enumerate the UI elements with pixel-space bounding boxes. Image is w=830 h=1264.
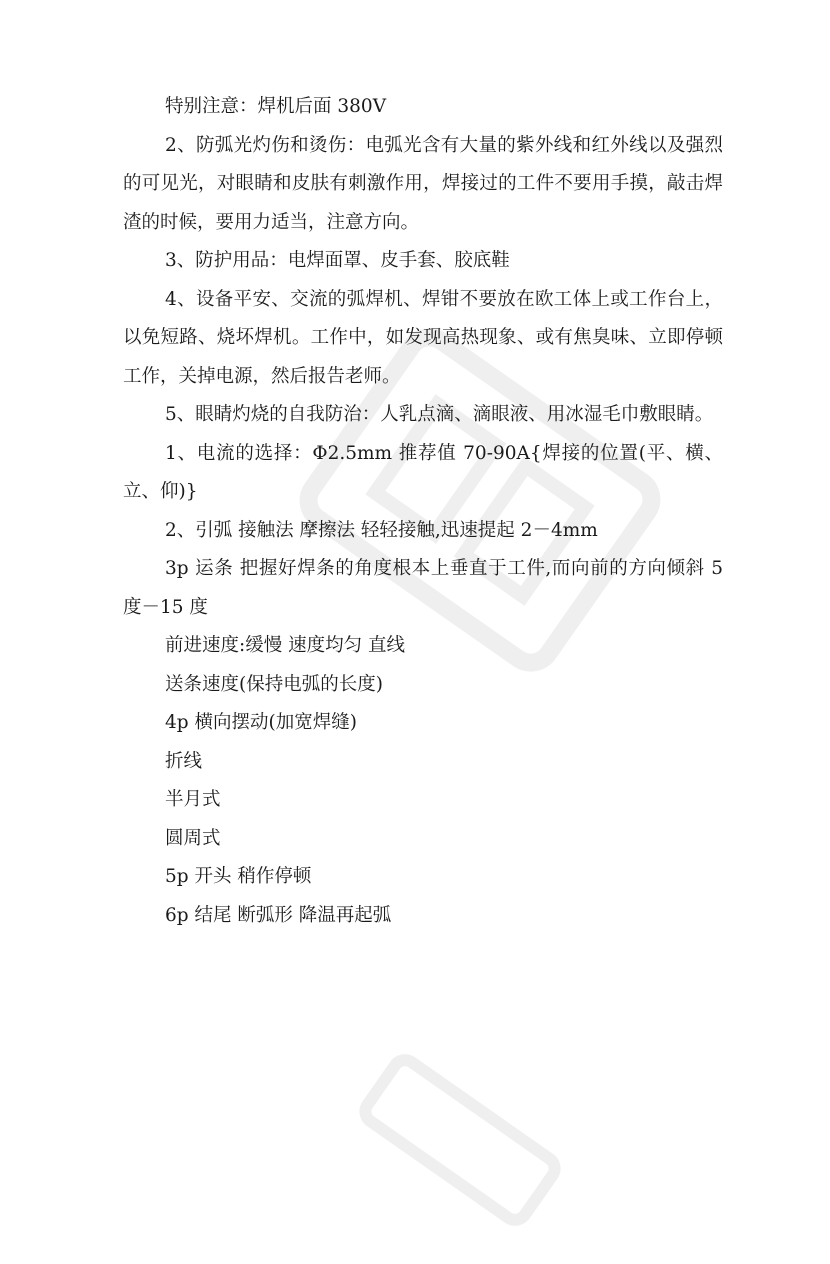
paragraph: 折线	[165, 750, 203, 772]
paragraph: 2、引弧 接触法 摩擦法 轻轻接触,迅速提起 2－4mm	[165, 519, 598, 541]
paragraph: 半月式	[165, 789, 221, 810]
paragraph: 3p 运条 把握好焊条的角度根本上垂直于工件,而向前的方向倾斜 5 度－15 度	[123, 558, 723, 618]
paragraph: 圆周式	[165, 827, 221, 849]
paragraph: 4、设备平安、交流的弧焊机、焊钳不要放在欧工体上或工作台上，以免短路、烧坏焊机。工作中，如发现高热现象、或有焦臭味、立即停顿工作，关掉电源，然后报告老师。	[123, 288, 723, 387]
document-body	[123, 88, 723, 935]
paragraph: 2、防弧光灼伤和烫伤：电弧光含有大量的紫外线和红外线以及强烈的可见光，对眼睛和皮肤有刺激作用，焊接过的工件不要用手摸，敲击焊渣的时候，要用力适当，注意方向。	[123, 134, 723, 233]
paragraph: 1、电流的选择：Φ2.5mm 推荐值 70-90A{焊接的位置(平、横、立、仰)}	[123, 442, 723, 502]
paragraph: 送条速度(保持电弧的长度)	[165, 673, 383, 695]
paragraph: 5p 开头 稍作停顿	[165, 866, 312, 887]
watermark-fragment-icon	[319, 1016, 601, 1263]
paragraph: 5、眼睛灼烧的自我防治：人乳点滴、滴眼液、用冰湿毛巾敷眼睛。	[165, 404, 714, 425]
paragraph: 6p 结尾 断弧形 降温再起弧	[165, 904, 392, 926]
paragraph: 特别注意：焊机后面 380V	[165, 96, 387, 117]
paragraph: 4p 横向摆动(加宽焊缝)	[165, 712, 357, 733]
paragraph: 前进速度:缓慢 速度均匀 直线	[165, 635, 405, 656]
paragraph: 3、防护用品：电焊面罩、皮手套、胶底鞋	[165, 250, 510, 271]
